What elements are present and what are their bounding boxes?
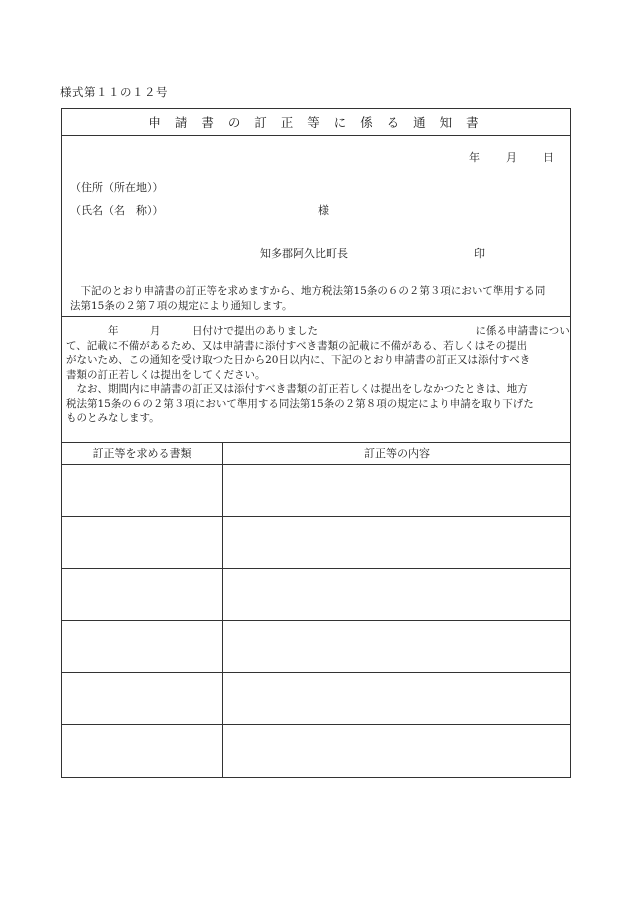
cell-content-2 [222,516,572,568]
correction-table [62,442,570,777]
seal-mark: 印 [474,247,485,260]
date-year-label: 年 [469,151,480,164]
header-content: 訂正等の内容 [364,447,430,460]
cell-document-5 [62,672,222,724]
header-documents: 訂正等を求める書類 [92,447,192,460]
form-number: 様式第１１の１２号 [60,85,168,99]
body-line: ものとみなします。 [66,412,160,424]
body-line: 税法第15条の６の２第３項において準用する同法第15条の２第８項の規定により申請を取り下げた [66,397,534,410]
cell-document-3 [62,568,222,620]
cell-content-5 [222,672,572,724]
address-label: （住所（所在地）） [70,181,164,194]
sender-title: 知多郡阿久比町長 [260,247,348,260]
name-label: （氏名（名 称）） [70,204,164,217]
cell-document-6 [62,724,222,776]
cell-document-1 [62,464,222,516]
body-line: がないため、この通知を受け取つた日から20日以内に、下記のとおり申請書の訂正又は添付すべき [66,354,531,366]
notice-paragraph [70,284,545,313]
date-day-label: 日 [543,151,554,164]
section-divider [62,316,570,317]
notice-line: 下記のとおり申請書の訂正等を求めますから、地方税法第15条の６の２第３項において準用する同 [70,285,546,297]
cell-content-4 [222,620,572,672]
notice-form [61,108,571,778]
date-month-label: 月 [506,151,517,164]
body-line: て、記載に不備があるため、又は申請書に添付すべき書類の記載に不備がある、若しくはその提出 [66,339,528,352]
form-title: 申 請 書 の 訂 正 等 に 係 る 通 知 書 [148,115,484,130]
cell-document-4 [62,620,222,672]
cell-content-6 [222,724,572,776]
title-row [62,109,570,136]
cell-content-3 [222,568,572,620]
body-paragraph [66,324,570,426]
cell-content-1 [222,464,572,516]
notice-line: 法第15条の２第７項の規定により通知します。 [70,299,293,312]
issue-date [469,149,554,165]
body-line: 書類の訂正若しくは提出をしてください。 [66,368,266,381]
body-line: なお、期間内に申請書の訂正又は添付すべき書類の訂正若しくは提出をしなかつたときは、地方 [66,383,528,395]
honorific: 様 [318,204,329,217]
body-line: 年 月 日付けで提出のありました に係る申請書につい [66,325,570,337]
cell-document-2 [62,516,222,568]
